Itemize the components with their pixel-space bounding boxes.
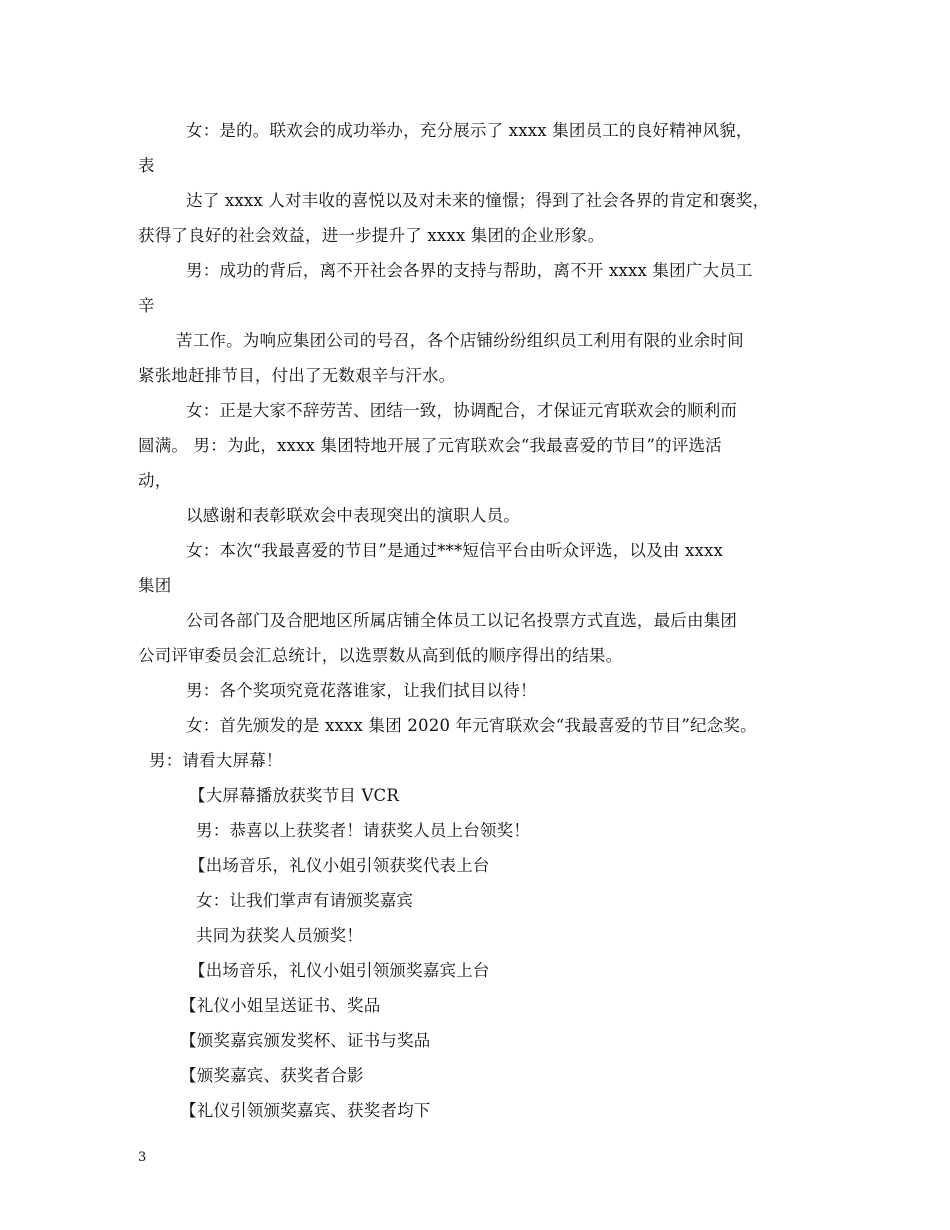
text-line-19: 男：请看大屏幕！ (149, 751, 283, 770)
text-line-28: 【颁奖嘉宾、获奖者合影 (180, 1066, 364, 1085)
text-line-13: 女：本次“我最喜爱的节目”是通过***短信平台由听众评选，以及由 xxxx (186, 541, 723, 560)
text-line-18: 女：首先颁发的是 xxxx 集团 2020 年元宵联欢会“我最喜爱的节目”纪念奖。 (186, 716, 757, 735)
text-line-17: 男：各个奖项究竟花落谁家，让我们拭目以待！ (186, 681, 537, 700)
text-line-1: 女：是的。联欢会的成功举办，充分展示了 xxxx 集团员工的良好精神风貌， (186, 121, 753, 140)
page-number: 3 (138, 1150, 147, 1165)
text-line-15: 公司各部门及合肥地区所属店铺全体员工以记名投票方式直选，最后由集团 (186, 611, 738, 630)
text-line-9: 女：正是大家不辞劳苦、团结一致，协调配合，才保证元宵联欢会的顺利而 (186, 401, 738, 420)
text-line-11: 动， (138, 471, 172, 490)
text-line-20: 【大屏幕播放获奖节目 VCR (189, 786, 400, 805)
text-line-6: 辛 (138, 296, 155, 315)
text-line-8: 紧张地赶排节目，付出了无数艰辛与汗水。 (138, 366, 456, 385)
text-line-22: 【出场音乐，礼仪小姐引领获奖代表上台 (189, 856, 490, 875)
text-line-7: 苦工作。为响应集团公司的号召，各个店铺纷纷组织员工利用有限的业余时间 (176, 331, 744, 350)
text-line-14: 集团 (138, 576, 172, 595)
text-line-3: 达了 xxxx 人对丰收的喜悦以及对未来的憧憬；得到了社会各界的肯定和褒奖， (186, 191, 770, 210)
text-line-10: 圆满。 男：为此，xxxx 集团特地开展了元宵联欢会“我最喜爱的节目”的评选活 (138, 436, 722, 455)
text-line-2: 表 (138, 156, 155, 175)
text-line-12: 以感谢和表彰联欢会中表现突出的演职人员。 (186, 506, 520, 525)
text-line-24: 共同为获奖人员颁奖！ (196, 926, 363, 945)
text-line-27: 【颁奖嘉宾颁发奖杯、证书与奖品 (180, 1031, 431, 1050)
text-line-29: 【礼仪引领颁奖嘉宾、获奖者均下 (180, 1101, 431, 1120)
text-line-23: 女：让我们掌声有请颁奖嘉宾 (196, 891, 414, 910)
text-line-25: 【出场音乐，礼仪小姐引领颁奖嘉宾上台 (189, 961, 490, 980)
text-line-4: 获得了良好的社会效益，进一步提升了 xxxx 集团的企业形象。 (138, 226, 605, 245)
text-line-21: 男：恭喜以上获奖者！请获奖人员上台领奖！ (196, 821, 530, 840)
text-line-26: 【礼仪小姐呈送证书、奖品 (180, 996, 381, 1015)
text-line-16: 公司评审委员会汇总统计，以选票数从高到低的顺序得出的结果。 (138, 646, 623, 665)
text-line-5: 男：成功的背后，离不开社会各界的支持与帮助，离不开 xxxx 集团广大员工 (186, 261, 753, 280)
